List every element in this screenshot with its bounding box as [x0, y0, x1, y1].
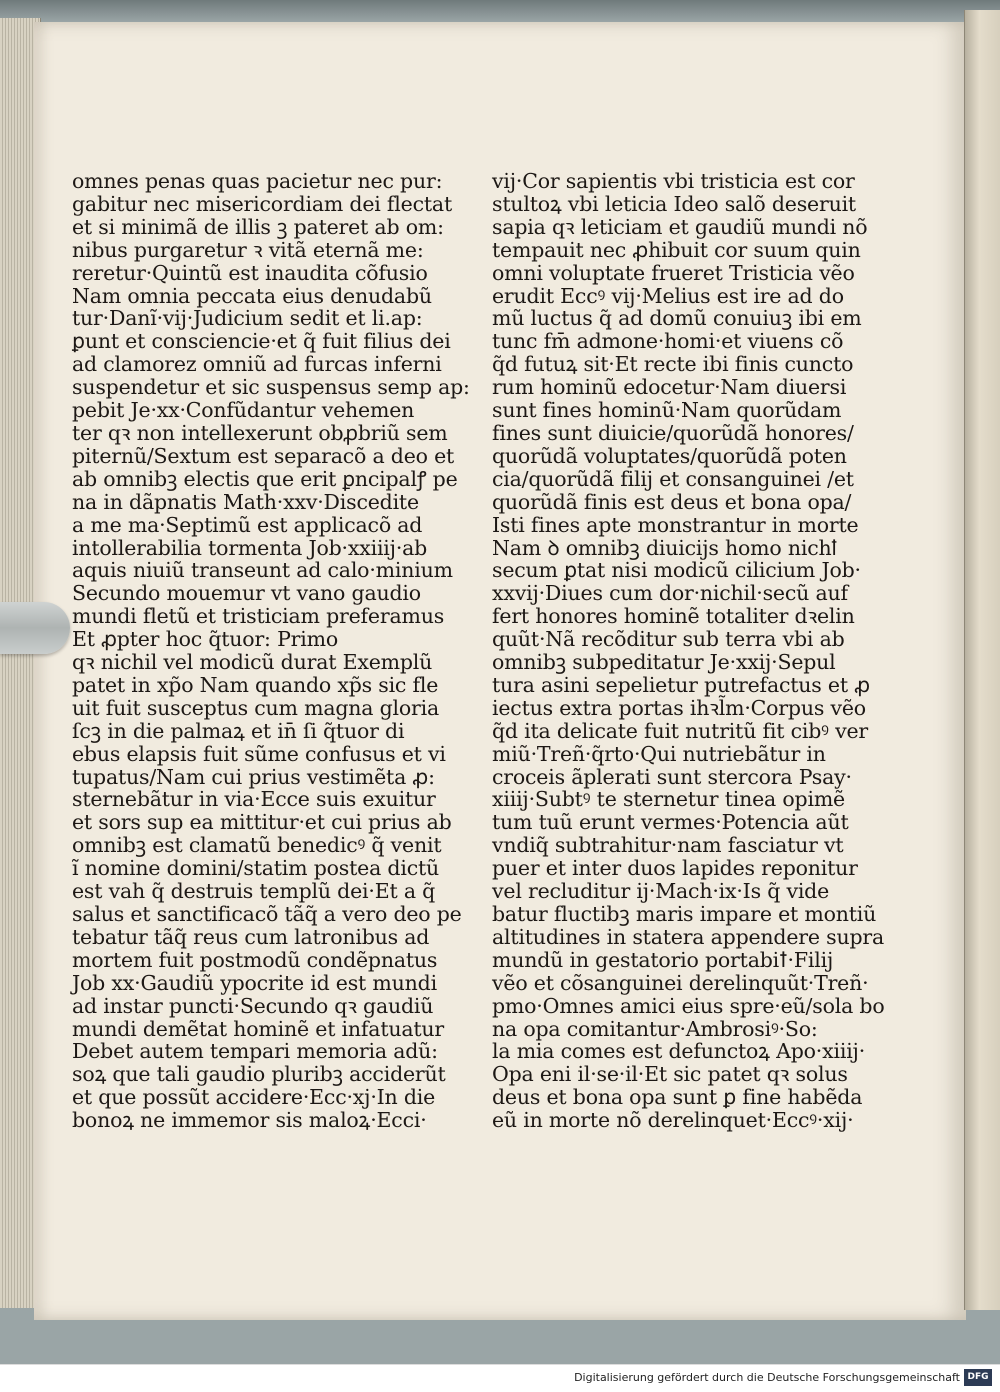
left-column-line: suspendetur et sic suspensus semp ap: — [72, 375, 470, 400]
facing-page-edge — [964, 10, 1000, 1310]
right-column-line: la mia comes est defunctoꝝ Apo·xiiij· — [492, 1039, 866, 1064]
right-column-line: fert honores hominẽ totaliter dꝛelin — [492, 604, 855, 629]
right-column-line: puer et inter duos lapides reponitur — [492, 856, 858, 881]
left-column-line: et que possũt accidere·Ecc·xj·In die — [72, 1085, 436, 1110]
left-column-line: soꝝ que tali gaudio pluribꝫ acciderũt — [72, 1062, 446, 1087]
right-column-line: mũ luctus q̃ ad domũ conuiuꝫ ibi em — [492, 306, 862, 331]
right-column-line: vij·Cor sapientis vbi tristicia est cor — [492, 169, 855, 193]
right-column-line: eũ in morte nõ derelinquet·Eccꝰ·xij· — [492, 1108, 854, 1133]
left-column-line: ter qꝛ non intellexerunt obꝓbriũ sem — [72, 420, 448, 445]
right-column-line: vndiq̃ subtrahitur·nam fasciatur vt — [492, 833, 844, 858]
right-column-line: vẽo et cõsanguinei derelinquũt·Treñ· — [492, 970, 869, 995]
right-column-line: xxvij·Diues cum dor·nichil·secũ auf — [492, 581, 848, 606]
footer-bar — [0, 1364, 1000, 1392]
right-column-line: quorũdã voluptates/quorũdã poten — [492, 443, 847, 468]
scan-background — [0, 0, 1000, 22]
right-text-column — [492, 169, 885, 1133]
right-column-line: tum tuũ erunt vermes·Potencia aũt — [492, 810, 849, 835]
right-column-line: quorũdã finis est deus et bona opa/ — [492, 489, 852, 514]
right-column-line: xiiij·Subtꝰ te sternetur tinea opimẽ — [492, 787, 845, 812]
right-column-line: croceis ãplerati sunt stercora Psay· — [492, 764, 852, 789]
right-column-line: q̃d futuꝝ sit·Et recte ibi finis cuncto — [492, 352, 854, 377]
right-column-line: secum ꝑtat nisi modicũ cilicium Job· — [492, 558, 861, 583]
right-column-line: stultoꝝ vbi leticia Ideo salõ deseruit — [492, 191, 856, 216]
right-column-line: sapia qꝛ leticiam et gaudiũ mundi nõ — [492, 214, 868, 239]
right-column-line: erudit Eccꝰ vij·Melius est ire ad do — [492, 283, 844, 308]
left-column-line: ad clamorez omniũ ad furcas inferni — [72, 352, 442, 377]
right-column-line: cia/quorũdã filij et consanguinei /et — [492, 466, 854, 491]
left-column-line: Debet autem tempari memoria adũ: — [72, 1039, 438, 1064]
left-column-line: nibus purgaretur ꝛ vitã eternã me: — [72, 237, 424, 262]
left-column-line: reretur·Quintũ est inaudita cõfusio — [72, 260, 428, 285]
right-column-line: altitudines in statera appendere supra — [492, 924, 884, 949]
right-column-line: Opa eni il·se·il·Et sic patet qꝛ solus — [492, 1062, 848, 1087]
left-column-line: na in dãpnatis Math·xxv·Discedite — [72, 489, 419, 514]
left-text-column — [72, 169, 470, 1133]
left-column-line: mundi demẽtat hominẽ et infatuatur — [72, 1016, 445, 1041]
right-column-line: pmo·Omnes amici eius spre·eũ/sola bo — [492, 993, 885, 1018]
left-column-line: patet in xp̃o Nam quando xp̃s sic fle — [72, 672, 439, 697]
right-column-line: q̃d ita delicate fuit nutritũ fit cibꝰ ver — [492, 718, 869, 743]
right-column-line: iectus extra portas ihꝛl̃m·Corpus vẽo — [492, 695, 866, 720]
left-column-line: ꝑunt et consciencie·et q̃ fuit filius dei — [72, 329, 451, 354]
left-column-line: est vah q̃ destruis templũ dei·Et a q̃ — [72, 879, 436, 904]
left-column-line: pebit Je·xx·Confũdantur vehemen — [72, 398, 415, 423]
right-column-line: tempauit nec ꝓhibuit cor suum quin — [492, 237, 861, 262]
left-column-line: mundi fletũ et tristiciam preferamus — [72, 604, 445, 629]
left-column-line: a me ma·Septimũ est applicacõ ad — [72, 512, 423, 537]
right-column-line: sunt fines hominũ·Nam quorũdam — [492, 398, 842, 423]
right-column-line: tura asini sepelietur putrefactus et ꝓ — [492, 672, 870, 697]
right-column-line: rum hominũ edocetur·Nam diuersi — [492, 375, 847, 400]
right-column-line: fines sunt diuicie/quorũdã honores/ — [492, 420, 854, 445]
left-column-line: et si minimã de illis ꝫ pateret ab om: — [72, 214, 444, 239]
right-column-line: vel recluditur ij·Mach·ix·Is q̃ vide — [492, 879, 830, 904]
right-column-line: quũt·Nã recõditur sub terra vbi ab — [492, 627, 845, 652]
left-column-line: Nam omnia peccata eius denudabũ — [72, 283, 432, 308]
right-column-line: Isti fines apte monstrantur in morte — [492, 512, 859, 537]
left-column-line: Et ꝓpter hoc q̃tuor: Primo — [72, 627, 339, 652]
left-column-line: intollerabilia tormenta Job·xxiiij·ab — [72, 535, 428, 560]
right-column-line: omni voluptate frueret Tristicia vẽo — [492, 260, 855, 285]
left-column-line: ſcꝫ in die palmaꝝ et in̄ ſi q̃tuor di — [72, 718, 405, 743]
left-column-line: omnes penas quas pacietur nec pur: — [72, 169, 443, 193]
left-column-line: bonoꝝ ne immemor sis maloꝝ·Ecci· — [72, 1108, 427, 1133]
left-column-line: gabitur nec misericordiam dei flectat — [72, 191, 452, 216]
left-column-line: salus et sanctificacõ tãq̃ a vero deo pe — [72, 902, 462, 926]
right-column-line: batur fluctibꝫ maris impare et montiũ — [492, 902, 877, 926]
right-column-line: mundũ in gestatorio portabiꝉ·Filij — [492, 947, 834, 972]
left-column-line: omnibꝫ est clamatũ benedicꝰ q̃ venit — [72, 833, 442, 858]
left-column-line: tebatur tãq̃ reus cum latronibus ad — [72, 924, 430, 949]
left-column-line: ebus elapsis fuit sũme confusus et vi — [72, 741, 446, 766]
left-column-line: tupatus/Nam cui prius vestimẽta ꝓ: — [72, 764, 435, 789]
left-column-line: aquis niuiũ transeunt ad calo·minium — [72, 558, 453, 583]
left-column-line: sternebãtur in via·Ecce suis exuitur — [72, 787, 436, 812]
footer-credit: Digitalisierung gefördert durch die Deutsche Forschungsgemeinschaft — [574, 1371, 960, 1384]
left-column-line: et sors sup ea mittitur·et cui prius ab — [72, 810, 452, 835]
left-column-line: ab omnibꝫ electis que erit ꝑncipalꝭ pe — [72, 466, 458, 491]
right-column-line: omnibꝫ subpeditatur Je·xxij·Sepul — [492, 650, 836, 675]
dfg-logo: DFG — [964, 1369, 992, 1386]
left-column-line: uit fuit susceptus cum magna gloria — [72, 695, 440, 720]
right-column-line: deus et bona opa sunt ꝑ fine habẽda — [492, 1085, 863, 1110]
left-column-line: mortem fuit postmodũ condẽpnatus — [72, 947, 438, 972]
left-column-line: Job xx·Gaudiũ ypocrite id est mundi — [72, 970, 437, 995]
left-column-line: Secundo mouemur vt vano gaudio — [72, 581, 421, 606]
right-column-line: tunc fm̄ admone·homi·et viuens cõ — [492, 329, 844, 354]
book-clasp — [0, 602, 70, 654]
right-column-line: Nam ꝺ omnibꝫ diuicijs homo nichꝉ — [492, 535, 837, 560]
left-column-line: piternũ/Sextum est separacõ a deo et — [72, 443, 455, 468]
right-column-line: miũ·Treñ·q̃rto·Qui nutriebãtur in — [492, 741, 826, 766]
left-column-line: ĩ nomine domini/statim postea dictũ — [72, 856, 440, 881]
right-column-line: na opa comitantur·Ambrosiꝰ·So: — [492, 1016, 818, 1041]
left-column-line: ad instar puncti·Secundo qꝛ gaudiũ — [72, 993, 434, 1018]
left-column-line: tur·Danĩ·vij·Judicium sedit et li.ap: — [72, 306, 423, 331]
left-column-line: qꝛ nichil vel modicũ durat Exemplũ — [72, 650, 433, 675]
